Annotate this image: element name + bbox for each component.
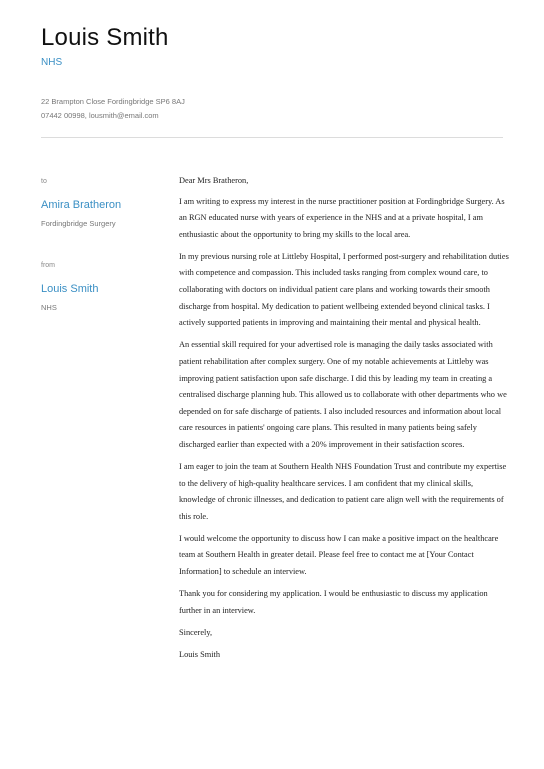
to-label: to [41,178,47,185]
sender-phone-email: 07442 00998, lousmith@email.com [41,111,159,120]
sender-name-heading: Louis Smith [41,24,169,51]
sender-organization: NHS [41,57,63,68]
sender-organization-sidebar: NHS [41,303,57,312]
sender-name-sidebar: Louis Smith [41,283,99,295]
letter-body [179,173,509,669]
header-divider [41,137,503,138]
sender-address: 22 Brampton Close Fordingbridge SP6 8AJ [41,97,185,106]
closing: Sincerely, [179,627,213,637]
letter-paragraph: Thank you for considering my application. I would be enthusiastic to discuss my application further in an interview. [179,589,488,615]
letter-paragraph: An essential skill required for your advertised role is managing the daily tasks associated with patient rehabilitation after complex surgery. One of my notable achievements at Littleby was improving patient satisfaction upon safe discharge. I did this by leading my team in creating a centralised discharge planning hub. This allowed us to collaborate with other departments who we depended on for safe discharge of patients. I also included resources and information about local care resources in patients' ongoing care plans. This resulted in many patients being safely discharged earlier than expected with a 20% improvement in their satisfaction scores. [179,340,507,449]
recipient-organization: Fordingbridge Surgery [41,219,116,228]
signature: Louis Smith [179,649,221,659]
from-label: from [41,262,55,269]
salutation: Dear Mrs Bratheron, [179,176,249,185]
letter-paragraph: In my previous nursing role at Littleby Hospital, I performed post-surgery and rehabilitation duties with competence and compassion. This included tasks ranging from complex wound care, to collaborating with doctors on individual patient care plans and working towards their smooth discharge from hospital. My dedication to patient wellbeing extended beyond clinical tasks. I actively supported patients in improving and maintaining their mental and physical health. [179,251,509,328]
letter-paragraph: I am writing to express my interest in the nurse practitioner position at Fordingbridge Surgery. As an RGN educated nurse with years of experience in the NHS and at a private hospital, I am enthusiastic about the opportunity to bring my skills to the local area. [179,196,505,239]
letter-paragraph: I would welcome the opportunity to discuss how I can make a positive impact on the healthcare team at Southern Health in greater detail. Please feel free to contact me at [Your Contact Information] to schedule an interview. [179,533,499,577]
letter-paragraph: I am eager to join the team at Southern Health NHS Foundation Trust and contribute my expertise to the delivery of high-quality healthcare services. I am confident that my clinical skills, knowledge of chronic illnesses, and dedication to patient care align well with the requirements of this role. [179,462,507,521]
recipient-name: Amira Bratheron [41,199,122,211]
